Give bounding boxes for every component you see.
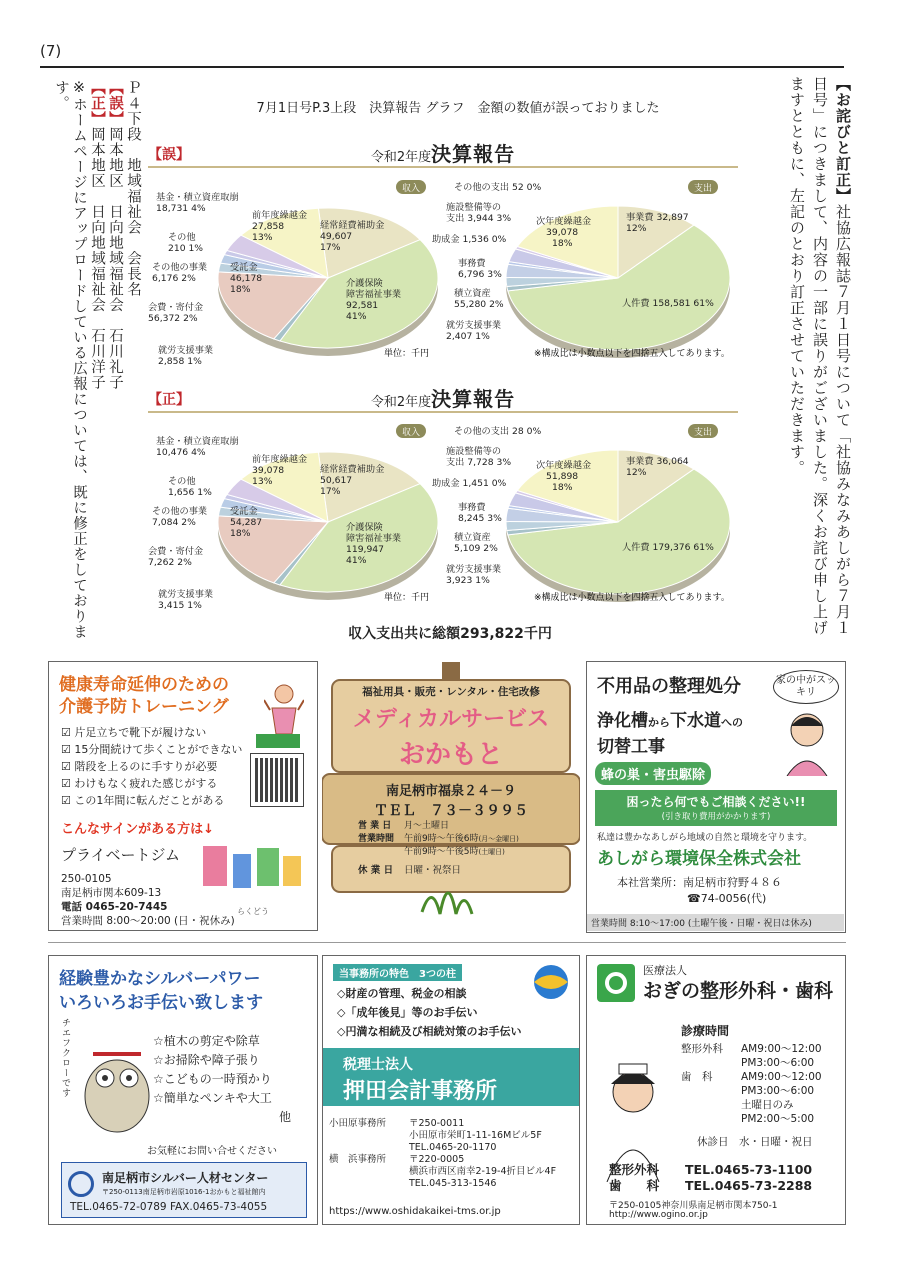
wrong-name: 岡本地区 日向地域福祉会 石川礼子 xyxy=(107,126,123,390)
income-label-name: 就労支援事業 xyxy=(158,589,214,600)
silver-contact-box xyxy=(61,1162,307,1218)
ad-clinic xyxy=(586,955,846,1225)
income-label-name: 基金・積立資産取崩 xyxy=(156,192,239,203)
silver-contact: お気軽にお問い合せください xyxy=(147,1146,277,1157)
wrong-block-tag: 【誤】 xyxy=(148,147,190,163)
income-label-value: 119,947 xyxy=(346,544,384,555)
income-badge-text: 収入 xyxy=(401,184,421,194)
correction-line2 xyxy=(106,80,124,650)
person-icon xyxy=(777,706,837,776)
silver-logo-icon xyxy=(68,1171,94,1197)
tel1-label: 整形外科 xyxy=(609,1162,660,1177)
list-item: ☑ この1年間に転んだことがある xyxy=(61,794,225,807)
expense-label-name: 就労支援事業 xyxy=(446,320,502,331)
ad-tax xyxy=(322,955,580,1225)
income-label-name: 基金・積立資産取崩 xyxy=(156,436,239,447)
silver-tel: TEL.0465-72-0789 FAX.0465-73-4055 xyxy=(70,1201,268,1213)
income-label-value: 7,084 2% xyxy=(152,517,196,528)
gym-logo-sub: らくどう xyxy=(237,907,269,916)
waste-title: 不用品の整理処分 xyxy=(597,676,741,697)
days-value: 月～土曜日 xyxy=(404,821,450,831)
income-label-name: 経常経費補助金 xyxy=(320,464,385,475)
waste-line3: 切替工事 xyxy=(597,737,665,757)
income-label-value: 2,858 1% xyxy=(158,356,202,367)
waste-line2 xyxy=(597,706,743,731)
income-label-name: その他 xyxy=(168,232,196,243)
sat-pm: PM2:00～5:00 xyxy=(741,1113,815,1125)
income-label-pct: 18% xyxy=(230,284,251,295)
expense-label-pct: 18% xyxy=(552,482,573,493)
correct-year: 令和2年度 xyxy=(370,395,432,410)
waste-office: 本社営業所：南足柄市狩野４８６ xyxy=(617,876,782,889)
hours1-note: (月～金曜日) xyxy=(478,835,519,843)
income-label-value: 6,176 2% xyxy=(152,273,196,284)
hours2-note: (土曜日) xyxy=(478,848,505,856)
income-label-value: 27,858 xyxy=(252,221,285,232)
correction-line3 xyxy=(88,80,106,650)
tel1: TEL.0465-73-1100 xyxy=(685,1162,813,1177)
silver-items-tail: 他 xyxy=(279,1110,292,1124)
income-label-value: 54,287 xyxy=(230,517,263,528)
income-label-name: 前年度繰越金 xyxy=(252,454,308,465)
expense-label-value: 55,280 2% xyxy=(454,299,504,310)
expense-label-value: 3,923 1% xyxy=(446,575,490,586)
ad-waste xyxy=(586,661,846,933)
income-label-value: 7,262 2% xyxy=(148,557,192,568)
list-item: ◇「成年後見」等のお手伝い xyxy=(337,1006,478,1019)
gym-logo-icon xyxy=(199,842,307,902)
expense-label-name: 就労支援事業 xyxy=(446,564,502,575)
dept1-am: AM9:00～12:00 xyxy=(741,1043,822,1055)
income-label-name: 就労支援事業 xyxy=(158,345,214,356)
dept2: 歯 科 xyxy=(681,1071,713,1083)
page-number: (7) xyxy=(40,42,62,60)
office2-label: 横 浜事務所 xyxy=(329,1154,387,1165)
clinic-corp: 医療法人 xyxy=(643,964,687,977)
days-label: 営 業 日 xyxy=(358,821,392,831)
correct-charts xyxy=(148,422,738,632)
gym-tel: 電話 0465-20-7445 xyxy=(61,901,168,913)
income-label-value: 210 1% xyxy=(168,243,204,254)
expense-label-pct: 12% xyxy=(626,223,647,234)
unit-label: 単位：千円 xyxy=(384,349,430,359)
expense-label-value: 支出 7,728 3% xyxy=(446,457,512,468)
correction-text xyxy=(52,80,142,650)
gym-name: プライベートジム xyxy=(61,846,180,864)
list-item: ◇財産の管理、税金の相談 xyxy=(337,987,467,1000)
income-label-value: 49,607 xyxy=(320,231,353,242)
expense-label: 人件費 158,581 61% xyxy=(622,298,714,309)
expense-label-name: 積立資産 xyxy=(454,532,491,543)
list-item: ☑ わけもなく疲れた感じがする xyxy=(61,777,218,790)
income-label-name: 受託金 xyxy=(230,506,258,517)
w2d: への xyxy=(721,716,743,729)
expense-badge-text: 支出 xyxy=(693,428,713,438)
wrong-year: 令和2年度 xyxy=(370,150,432,165)
expense-label: 助成金 1,536 0% xyxy=(432,234,507,245)
income-label-name: 介護保険 xyxy=(346,522,383,533)
correct-name: 岡本地区 日向地域福祉会 石川洋子 xyxy=(89,126,105,390)
silver-title-2: いろいろお手伝い致します xyxy=(59,993,263,1013)
expense-label-value: 2,407 1% xyxy=(446,331,490,342)
gym-title-2: 介護予防トレーニング xyxy=(59,697,229,717)
clinic-address: 〒250-0105神奈川県南足柄市関本750-1 xyxy=(609,1201,778,1211)
income-label-name: 障害福祉事業 xyxy=(346,289,402,300)
ad-silver xyxy=(48,955,318,1225)
expense-label: 助成金 1,451 0% xyxy=(432,478,507,489)
medical-name-2: おかもと xyxy=(398,740,503,770)
waste-slogan: 私達は豊かなあしがら地域の自然と環境を守ります。 xyxy=(597,833,813,843)
consult-text: 困ったら何でもご相談ください!! xyxy=(626,795,806,809)
clinic-url[interactable]: http://www.ogino.or.jp xyxy=(609,1210,708,1220)
closed-value: 日曜・祝祭日 xyxy=(404,865,462,876)
tax-name-box xyxy=(323,1048,579,1106)
income-label-value: 56,372 2% xyxy=(148,313,198,324)
expense-label-pct: 18% xyxy=(552,238,573,249)
correct-tag: 【正】 xyxy=(89,80,105,127)
medical-tel: ＴＥＬ ７３－３９９５ xyxy=(374,803,528,819)
expense-label-name: 事務費 xyxy=(458,258,486,269)
income-label-name: その他 xyxy=(168,476,196,487)
list-item: ☆植木の剪定や除草 xyxy=(153,1034,260,1048)
tax-features xyxy=(337,984,521,1041)
income-label-name: 会費・寄付金 xyxy=(148,302,204,313)
office1-addr: 小田原市栄町1-11-16Mビル5F xyxy=(409,1130,542,1141)
income-label-value: 39,078 xyxy=(252,465,285,476)
office2-postal: 〒220-0005 xyxy=(409,1154,465,1165)
gym-logo xyxy=(199,842,307,916)
consult-sub: (引き取り費用がかかります) xyxy=(661,812,771,822)
income-label-pct: 17% xyxy=(320,486,341,497)
income-label-pct: 13% xyxy=(252,476,273,487)
income-label-value: 1,656 1% xyxy=(168,487,212,498)
income-label-name: 会費・寄付金 xyxy=(148,546,204,557)
list-item: ☆簡単なペンキや大工 xyxy=(153,1091,272,1105)
row2-rule xyxy=(48,942,846,943)
medical-name-1: メディカルサービス xyxy=(352,707,550,732)
wrong-title: 決算報告 xyxy=(431,142,516,166)
gym-postal: 250-0105 xyxy=(61,873,112,885)
expense-label-name: 次年度繰越金 xyxy=(536,216,592,227)
expense-label-value: 8,245 3% xyxy=(458,513,502,524)
silver-address: 〒250-0113南足柄市岩原1016-1おかもと福祉館内 xyxy=(102,1188,266,1196)
graph-notice: 7月1日号P.3上段 決算報告 グラフ 金額の数値が誤っておりました xyxy=(256,101,660,116)
wrong-tag: 【誤】 xyxy=(107,80,123,127)
income-label-name: 受託金 xyxy=(230,262,258,273)
silver-title-1: 経験豊かなシルバーパワー xyxy=(59,969,261,989)
wrong-band xyxy=(148,140,738,168)
tax-offices xyxy=(329,1118,556,1190)
expense-label: その他の支出 52 0% xyxy=(454,182,542,193)
unit-label: 単位：千円 xyxy=(384,593,430,603)
income-label-name: 経常経費補助金 xyxy=(320,220,385,231)
income-label-name: 障害福祉事業 xyxy=(346,533,402,544)
w2c: 下水道 xyxy=(670,711,721,731)
expense-label-name: 事業費 36,064 xyxy=(626,456,689,467)
waste-tel: ☎74-0056(代) xyxy=(687,892,767,905)
note-label: ※構成比は小数点以下を四捨五入してあります。 xyxy=(534,349,730,359)
list-item: ☑ 階段を上るのに手すりが必要 xyxy=(61,760,218,773)
waste-company: あしがら環境保全株式会社 xyxy=(597,849,801,869)
office2-tel: TEL.045-313-1546 xyxy=(409,1178,497,1189)
gym-badge xyxy=(256,734,300,748)
gym-address: 南足柄市関本609-13 xyxy=(61,887,162,899)
expense-label-value: 51,898 xyxy=(546,471,579,482)
globe-icon xyxy=(531,962,571,1002)
income-label-value: 92,581 xyxy=(346,300,379,311)
medical-top: 福祉用具・販売・レンタル・住宅改修 xyxy=(362,686,540,698)
tax-url[interactable]: https://www.oshidakaikei-tms.or.jp xyxy=(329,1206,501,1217)
gym-hours: 営業時間 8:00～20:00 (日・祝休み) xyxy=(61,915,235,927)
silver-center: 南足柄市シルバー人材センター xyxy=(102,1171,269,1185)
income-label-pct: 41% xyxy=(346,311,367,322)
clinic-hours xyxy=(681,1042,822,1126)
expense-label-name: 事務費 xyxy=(458,502,486,513)
expense-label-pct: 12% xyxy=(626,467,647,478)
income-label-name: その他の事業 xyxy=(152,262,208,273)
clinic-hours-title: 診療時間 xyxy=(681,1024,730,1038)
income-label-value: 10,476 4% xyxy=(156,447,206,458)
income-label-pct: 18% xyxy=(230,528,251,539)
medical-address: 南足柄市福泉２４－９ xyxy=(385,784,516,799)
tax-corp: 税理士法人 xyxy=(343,1057,413,1073)
expense-label-name: 施設整備等の xyxy=(446,202,502,213)
income-label-name: 前年度繰越金 xyxy=(252,210,308,221)
apology-heading: 【お詫びと訂正】 xyxy=(834,76,852,204)
total-text: 収入支出共に総額293,822千円 xyxy=(348,626,552,642)
list-item: ◇円満な相続及び相続対策のお手伝い xyxy=(337,1025,522,1038)
correction-line1: Ｐ４下段 地域福祉会 会長名 xyxy=(125,80,141,297)
list-item: ☆こどもの一時預かり xyxy=(153,1072,272,1086)
wrong-block-title xyxy=(298,138,588,167)
list-item: ☆お掃除や障子張り xyxy=(153,1053,260,1067)
gym-figure-icon xyxy=(264,682,304,742)
income-label-name: 介護保険 xyxy=(346,278,383,289)
income-label-pct: 17% xyxy=(320,242,341,253)
tax-feature-title: 当事務所の特色 3つの柱 xyxy=(333,964,462,981)
silver-owl-label: チエフクローです xyxy=(60,1018,70,1098)
correct-title: 決算報告 xyxy=(431,387,516,411)
office2-addr: 横浜市西区南幸2-19-4折目ビル4F xyxy=(409,1166,557,1177)
income-label-value: 3,415 1% xyxy=(158,600,202,611)
list-item: ☑ 片足立ちで靴下が履けない xyxy=(61,726,207,739)
expense-label-name: 施設整備等の xyxy=(446,446,502,457)
gym-checklist xyxy=(61,724,242,809)
expense-badge-text: 支出 xyxy=(693,184,713,194)
dept2-am: AM9:00～12:00 xyxy=(741,1071,822,1083)
hours2: 午前9時～午後5時 xyxy=(404,847,479,857)
income-label-value: 18,731 4% xyxy=(156,203,206,214)
correct-block-tag: 【正】 xyxy=(148,392,190,408)
clinic-name: おぎの整形外科・歯科 xyxy=(643,980,834,1002)
income-label-pct: 41% xyxy=(346,555,367,566)
w2b: から xyxy=(648,716,670,729)
gym-figure xyxy=(264,682,304,742)
correct-band xyxy=(148,385,738,413)
ad-gym xyxy=(48,661,318,931)
hours-label: 営業時間 xyxy=(358,834,395,844)
waste-hours: 営業時間 8:10～17:00 (土曜午後・日曜・祝日は休み) xyxy=(587,914,844,931)
ad-medical xyxy=(322,662,580,934)
note-label: ※構成比は小数点以下を四捨五入してあります。 xyxy=(534,593,730,603)
office1-postal: 〒250-0011 xyxy=(409,1118,465,1129)
income-badge-text: 収入 xyxy=(401,428,421,438)
income-label-pct: 13% xyxy=(252,232,273,243)
tax-name: 押田会計事務所 xyxy=(343,1079,498,1104)
owl-icon xyxy=(77,1036,157,1136)
tel2: TEL.0465-73-2288 xyxy=(685,1178,813,1193)
correct-block-title xyxy=(298,383,588,412)
clinic-tel xyxy=(609,1162,812,1194)
expense-label: 人件費 179,376 61% xyxy=(622,542,714,553)
waste-bubble: 家の中がスッキリ xyxy=(773,670,839,704)
expense-label-value: 支出 3,944 3% xyxy=(446,213,512,224)
income-label-name: その他の事業 xyxy=(152,506,208,517)
hours1: 午前9時～午後6時 xyxy=(404,834,479,844)
medical-hours xyxy=(358,820,519,859)
income-label-value: 50,617 xyxy=(320,475,353,486)
apology-text xyxy=(742,76,854,646)
office1-label: 小田原事務所 xyxy=(329,1118,387,1129)
w2a: 浄化槽 xyxy=(597,711,648,731)
tel2-label: 歯 科 xyxy=(609,1178,660,1193)
expense-label-value: 6,796 3% xyxy=(458,269,502,280)
expense-label-value: 5,109 2% xyxy=(454,543,498,554)
closed-label: 休 業 日 xyxy=(358,865,394,876)
gym-cta: こんなサインがある方は↓ xyxy=(61,822,214,837)
sat: 土曜日のみ xyxy=(741,1099,794,1111)
wrong-charts xyxy=(148,178,738,388)
dept1-pm: PM3:00～6:00 xyxy=(741,1057,815,1069)
medical-closed xyxy=(358,862,461,876)
list-item: ☑ 15分間続けて歩くことができない xyxy=(61,743,243,756)
waste-consult xyxy=(595,790,837,826)
dept1: 整形外科 xyxy=(681,1043,723,1055)
expense-label: その他の支出 28 0% xyxy=(454,426,542,437)
expense-label-name: 事業費 32,897 xyxy=(626,212,689,223)
header-rule xyxy=(40,66,844,68)
clinic-closed: 休診日 水・日曜・祝日 xyxy=(697,1136,813,1148)
waste-pest: 蜂の巣・害虫駆除 xyxy=(595,762,711,785)
expense-label-name: 積立資産 xyxy=(454,288,491,299)
gym-title-1: 健康寿命延伸のための xyxy=(59,675,229,695)
correction-note: ※ホームページにアップロードしている広報については、既に修正をしております。 xyxy=(53,80,87,640)
silver-items xyxy=(153,1032,272,1108)
clinic-logo-icon xyxy=(597,964,635,1002)
dept2-pm: PM3:00～6:00 xyxy=(741,1085,815,1097)
expense-label-name: 次年度繰越金 xyxy=(536,460,592,471)
income-label-value: 46,178 xyxy=(230,273,263,284)
apology-body: 社協広報誌７月１日号について「社協みなみあしがら７月１日号」につきまして、内容の一部に誤りがございました。深くお詫び申し上げますとともに、左記のとおり訂正させていただきます。 xyxy=(788,76,852,636)
expense-label-value: 39,078 xyxy=(546,227,579,238)
gym-qr xyxy=(251,754,303,806)
office1-tel: TEL.0465-20-1170 xyxy=(409,1142,497,1153)
